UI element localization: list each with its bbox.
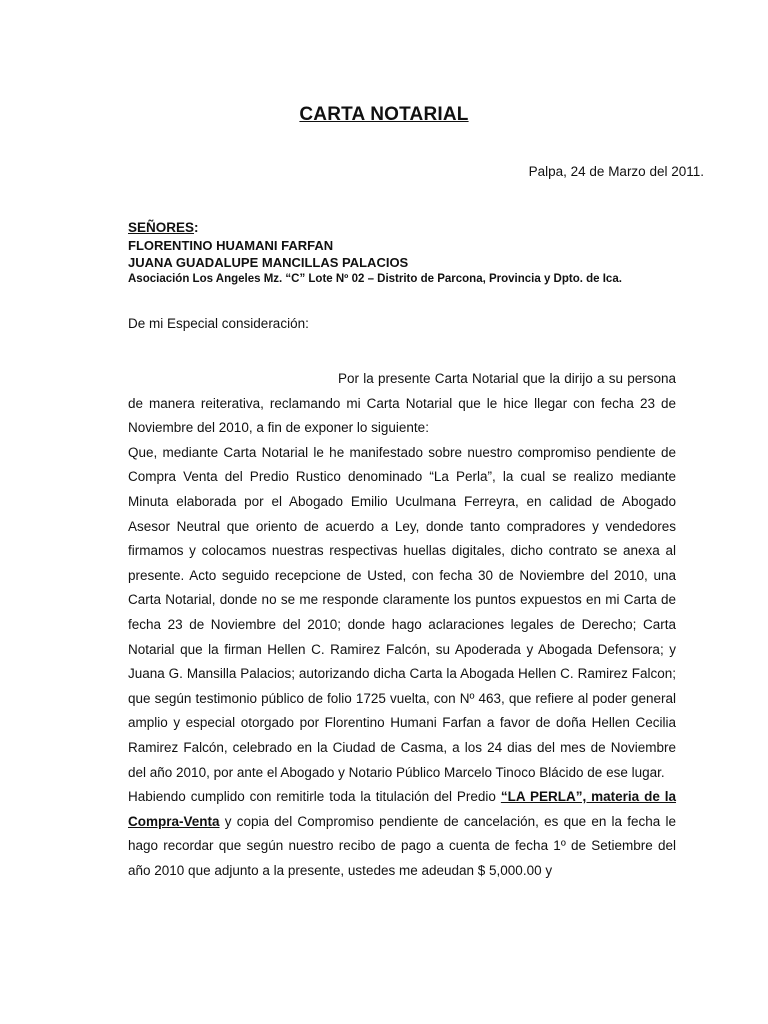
document-date: Palpa, 24 de Marzo del 2011. xyxy=(528,164,704,179)
addressee-heading xyxy=(128,218,688,237)
letter-body xyxy=(128,367,676,883)
paragraph-3-highlight: “LA PERLA”, materia de la Compra-Venta xyxy=(128,789,677,829)
addressee-address: Asociación Los Angeles Mz. “C” Lote Nº 02 – Distrito de Parcona, Provincia y Dpto. de Ica. xyxy=(128,273,622,285)
addressee-colon: : xyxy=(194,220,199,235)
addressee-label: SEÑORES xyxy=(128,220,195,235)
paragraph-3-start: Habiendo cumplido con remitirle toda la titulación del Predio xyxy=(128,789,501,805)
paragraph-1: Por la presente Carta Notarial que la dirijo a su persona de manera reiterativa, reclamando mi Carta Notarial que le hice llegar con fecha 23 de Noviembre del 2010, a fin de exponer lo siguiente: xyxy=(128,371,676,436)
addressee-name-1: FLORENTINO HUAMANI FARFAN xyxy=(128,238,334,253)
document-title: CARTA NOTARIAL xyxy=(299,104,469,125)
addressee-block xyxy=(128,218,688,288)
addressee-name-2: JUANA GUADALUPE MANCILLAS PALACIOS xyxy=(128,255,409,270)
greeting-line: De mi Especial consideración: xyxy=(128,316,309,331)
paragraph-3-end: y copia del Compromiso pendiente de cancelación, es que en la fecha le hago recordar que según nuestro recibo de pago a cuenta de fecha 1º de Setiembre del año 2010 que adjunto a la presente, ustedes me adeudan $ 5,000.00 y xyxy=(128,813,676,878)
paragraph-2: Que, mediante Carta Notarial le he manifestado sobre nuestro compromiso pendiente de Compra Venta del Predio Rustico denominado “La Perla”, la cual se realizo mediante Minuta elaborada por el Abogado Emilio Uculmana Ferreyra, en calidad de Abogado Asesor Neutral que oriento de acuerdo a Ley, donde tanto compradores y vendedores firmamos y colocamos nuestras respectivas huellas digitales, dicho contrato se anexa al presente. Acto seguido recepcione de Usted, con fecha 30 de Noviembre del 2010, una Carta Notarial, donde no se me responde claramente los puntos expuestos en mi Carta de fecha 23 de Noviembre del 2010; donde hago aclaraciones legales de Derecho; Carta Notarial que la firman Hellen C. Ramirez Falcón, su Apoderada y Abogada Defensora; y Juana G. Mansilla Palacios; autorizando dicha Carta la Abogada Hellen C. Ramirez Falcon; que según testimonio público de folio 1725 vuelta, con Nº 463, que refiere al poder general amplio y especial otorgado por Florentino Humani Farfan a favor de doña Hellen Cecilia Ramirez Falcón, celebrado en la Ciudad de Casma, a los 24 dias del mes de Noviembre del año 2010, por ante el Abogado y Notario Público Marcelo Tinoco Blácido de ese lugar. xyxy=(128,444,676,780)
paragraph-3 xyxy=(128,785,676,883)
